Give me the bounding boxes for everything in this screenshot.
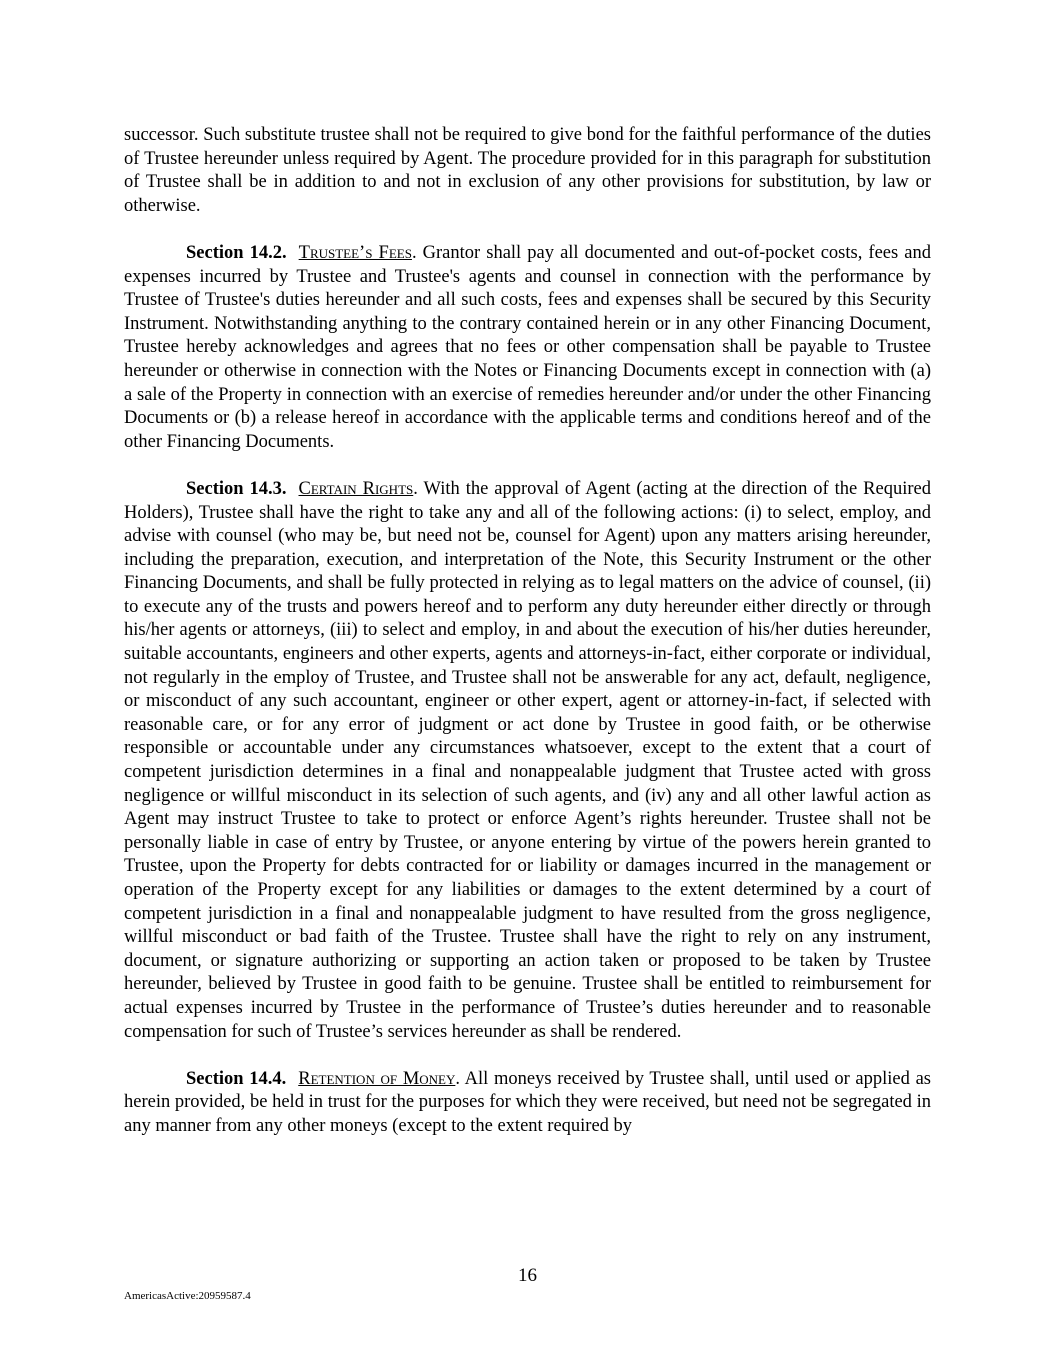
- section-number: Section 14.2.: [186, 242, 287, 263]
- section-heading: Trustee’s Fees: [298, 242, 412, 263]
- section-heading: Certain Rights: [298, 478, 414, 499]
- section-14-4-paragraph: [124, 1068, 931, 1139]
- section-heading: Retention of Money: [298, 1068, 456, 1089]
- document-id-footer: AmericasActive:20959587.4: [124, 1290, 251, 1302]
- section-text: . With the approval of Agent (acting at the direction of the Required Holders), Trustee shall have the right to take any and all of the following actions: (i) to select, employ, and advise with counsel (who may be, but need not be, counsel for Agent) upon any matters arising hereunder, including the preparation, execution, and interpretation of the Note, this Security Instrument or the other Financing Documents, and shall be fully protected in relying as to legal matters on the advice of counsel, (ii) to execute any of the trusts and powers hereof and to perform any duty hereunder either directly or through his/her agents or attorneys, (iii) to select and employ, in and about the execution of his/her duties hereunder, suitable accountants, engineers and other experts, agents and attorneys-in-fact, either corporate or individual, not regularly in the employ of Trustee, and Trustee shall not be answerable for any act, default, negligence, or misconduct of any such accountant, engineer or other expert, agent or attorney-in-fact, if selected with reasonable care, or for any error of judgment or act done by Trustee in good faith, or be otherwise responsible or accountable under any circumstances whatsoever, except to the extent that a court of competent jurisdiction determines in a final and nonappealable judgment that Trustee acted with gross negligence or willful misconduct in its selection of such agents, and (iv) any and all other lawful action as Agent may instruct Trustee to take to protect or enforce Agent’s rights hereunder. Trustee shall not be personally liable in case of entry by Trustee, or anyone entering by virtue of the powers herein granted to Trustee, upon the Property for debts contracted for or liability or damages incurred in the management or operation of the Property except for any liabilities or damages to the extent determined by a court of competent jurisdiction in a final and nonappealable judgment to have resulted from the gross negligence, willful misconduct or bad faith of the Trustee. Trustee shall have the right to rely on any instrument, document, or signature authorizing or supporting an action taken or proposed to be taken by Trustee hereunder, believed by Trustee in good faith to be genuine. Trustee shall be entitled to reimbursement for actual expenses incurred by Trustee in the performance of Trustee’s duties hereunder and to reasonable compensation for such of Trustee’s services hereunder as shall be rendered.: [124, 478, 931, 1042]
- carryover-paragraph: successor. Such substitute trustee shall not be required to give bond for the faithful performance of the duties of Trustee hereunder unless required by Agent. The procedure provided for in this paragraph for substitution of Trustee shall be in addition to and not in exclusion of any other provisions for substitution, by law or otherwise.: [124, 125, 931, 216]
- page-number: 16: [518, 1265, 537, 1286]
- section-14-3-paragraph: [124, 478, 931, 1044]
- section-number: Section 14.3.: [186, 478, 287, 499]
- section-text: . Grantor shall pay all documented and out-of-pocket costs, fees and expenses incurred by Trustee and Trustee's agents and counsel in connection with the performance by Trustee of Trustee's duties hereunder and all such costs, fees and expenses shall be secured by this Security Instrument. Notwithstanding anything to the contrary contained herein or in any other Financing Document, Trustee hereby acknowledges and agrees that no fees or other compensation shall be payable to Trustee hereunder or otherwise in connection with the Notes or Financing Documents except in connection with (a) a sale of the Property in connection with an exercise of remedies hereunder and/or under the other Financing Documents or (b) a release hereof in accordance with the applicable terms and conditions hereof and of the other Financing Documents.: [124, 242, 931, 452]
- document-body: [124, 124, 931, 1162]
- section-14-2-paragraph: [124, 242, 931, 454]
- section-text: . All moneys received by Trustee shall, until used or applied as herein provided, be held in trust for the purposes for which they were received, but need not be segregated in any manner from any other moneys (except to the extent required by: [124, 1068, 931, 1136]
- section-number: Section 14.4.: [186, 1068, 287, 1089]
